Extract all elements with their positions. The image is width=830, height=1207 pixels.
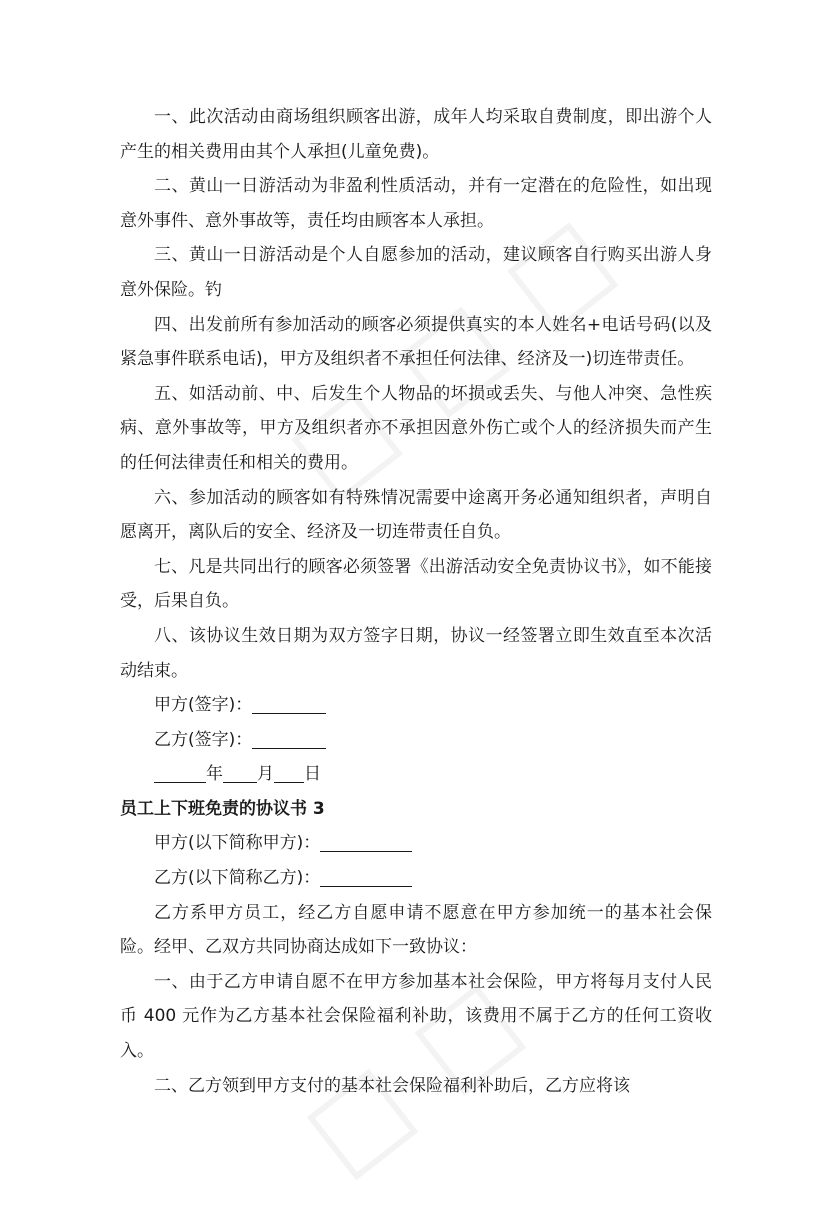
paragraph: 八、该协议生效日期为双方签字日期，协议一经签署立即生效直至本次活动结束。 <box>120 625 712 681</box>
signature-blank[interactable] <box>252 691 326 714</box>
section-title: 员工上下班免责的协议书 3 <box>120 798 325 819</box>
month-blank[interactable] <box>223 760 257 783</box>
paragraph: 一、此次活动由商场组织顾客出游，成年人均采取自费制度，即出游个人产生的相关费用由其个人承担(儿童免费)。 <box>120 107 712 162</box>
paragraph: 五、如活动前、中、后发生个人物品的坏损或丢失、与他人冲突、急性疾病、意外事故等，甲方及组织者亦不承担因意外伤亡或个人的经济损失而产生的任何法律责任和相关的费用。 <box>120 383 712 473</box>
signature-party-a <box>120 688 712 723</box>
party-label: 甲方(以下简称甲方)： <box>154 833 321 854</box>
party-a-blank[interactable] <box>320 829 412 852</box>
month-label: 月 <box>257 764 274 785</box>
party-label: 乙方(以下简称乙方)： <box>154 868 321 889</box>
signature-blank[interactable] <box>252 726 326 749</box>
paragraph: 四、出发前所有参加活动的顾客必须提供真实的本人姓名+电话号码(以及紧急事件联系电话)，甲方及组织者不承担任何法律、经济及一)切连带责任。 <box>120 314 712 370</box>
party-a-line <box>120 826 712 861</box>
party-b-blank[interactable] <box>320 864 412 887</box>
signature-date <box>120 757 712 792</box>
signature-party-b <box>120 723 712 758</box>
signature-label: 甲方(签字)： <box>154 695 253 716</box>
year-label: 年 <box>206 764 223 785</box>
paragraph: 一、由于乙方申请自愿不在甲方参加基本社会保险，甲方将每月支付人民币 400 元作为乙方基本社会保险福利补助，该费用不属于乙方的任何工资收入。 <box>120 971 712 1062</box>
year-blank[interactable] <box>154 760 206 783</box>
signature-label: 乙方(签字)： <box>154 729 253 750</box>
day-blank[interactable] <box>274 760 304 783</box>
paragraph: 乙方系甲方员工，经乙方自愿申请不愿意在甲方参加统一的基本社会保险。经甲、乙双方共同协商达成如下一致协议： <box>120 902 712 958</box>
paragraph: 三、黄山一日游活动是个人自愿参加的活动，建议顾客自行购买出游人身意外保险。钓 <box>120 245 712 300</box>
document-body <box>120 100 712 1103</box>
party-b-line <box>120 861 712 896</box>
paragraph: 二、乙方领到甲方支付的基本社会保险福利补助后，乙方应将该 <box>154 1075 630 1096</box>
day-label: 日 <box>304 764 321 785</box>
paragraph: 七、凡是共同出行的顾客必须签署《出游活动安全免责协议书》，如不能接受，后果自负。 <box>120 556 712 612</box>
paragraph: 六、参加活动的顾客如有特殊情况需要中途离开务必通知组织者，声明自愿离开，离队后的安全、经济及一切连带责任自负。 <box>120 487 712 543</box>
paragraph: 二、黄山一日游活动为非盈利性质活动，并有一定潜在的危险性，如出现意外事件、意外事故等，责任均由顾客本人承担。 <box>120 176 712 231</box>
